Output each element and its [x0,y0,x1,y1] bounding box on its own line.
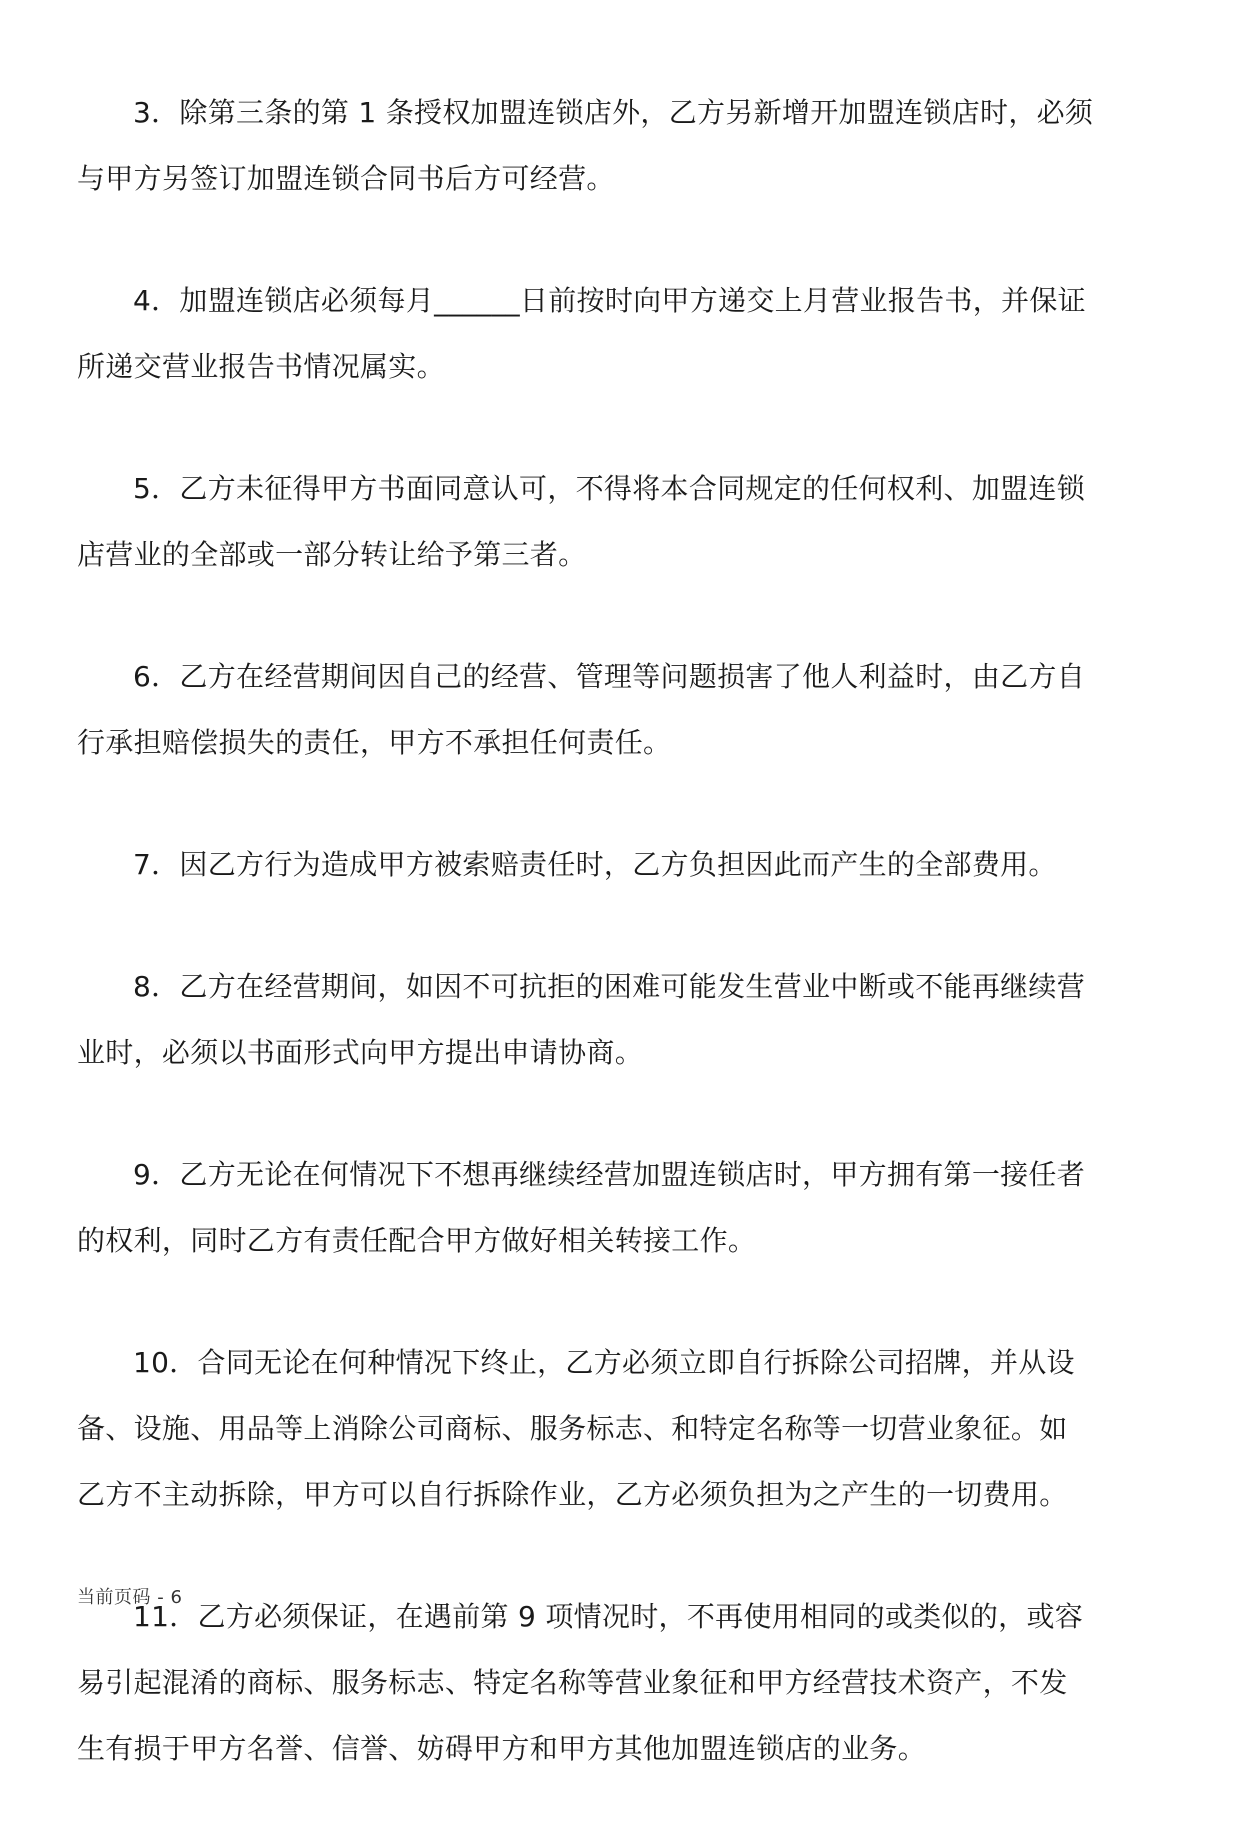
paragraph-line: 易引起混淆的商标、服务标志、特定名称等营业象征和甲方经营技术资产，不发 [77,1666,1068,1699]
paragraph-5 [77,456,1167,588]
paragraph-line: 行承担赔偿损失的责任，甲方不承担任何责任。 [77,726,672,759]
paragraph-line: 乙方不主动拆除，甲方可以自行拆除作业，乙方必须负担为之产生的一切费用。 [77,1478,1068,1511]
paragraph-line: 7．因乙方行为造成甲方被索赔责任时，乙方负担因此而产生的全部费用。 [133,848,1057,881]
paragraph-3 [77,80,1167,212]
paragraph-11 [77,1584,1167,1782]
paragraph-line: 与甲方另签订加盟连锁合同书后方可经营。 [77,162,615,195]
paragraph-line: 业时，必须以书面形式向甲方提出申请协商。 [77,1036,644,1069]
document-body [77,80,1167,1838]
paragraph-4 [77,268,1167,400]
paragraph-line: 8．乙方在经营期间，如因不可抗拒的困难可能发生营业中断或不能再继续营 [133,970,1086,1003]
paragraph-line: 6．乙方在经营期间因自己的经营、管理等问题损害了他人利益时，由乙方自 [133,660,1086,693]
paragraph-line: 5．乙方未征得甲方书面同意认可，不得将本合同规定的任何权利、加盟连锁 [133,472,1086,505]
paragraph-line: 生有损于甲方名誉、信誉、妨碍甲方和甲方其他加盟连锁店的业务。 [77,1732,927,1765]
paragraph-9 [77,1142,1167,1274]
paragraph-line: 所递交营业报告书情况属实。 [77,350,445,383]
paragraph-7 [77,832,1167,898]
paragraph-line: 3．除第三条的第 1 条授权加盟连锁店外，乙方另新增开加盟连锁店时，必须 [133,96,1094,129]
paragraph-10 [77,1330,1167,1528]
paragraph-line: 4．加盟连锁店必须每月______日前按时向甲方递交上月营业报告书，并保证 [133,284,1086,317]
paragraph-line: 11．乙方必须保证，在遇前第 9 项情况时，不再使用相同的或类似的，或容 [133,1600,1084,1633]
paragraph-line: 店营业的全部或一部分转让给予第三者。 [77,538,587,571]
paragraph-6 [77,644,1167,776]
paragraph-line: 的权利，同时乙方有责任配合甲方做好相关转接工作。 [77,1224,757,1257]
paragraph-line: 10．合同无论在何种情况下终止，乙方必须立即自行拆除公司招牌，并从设 [133,1346,1075,1379]
paragraph-line: 备、设施、用品等上消除公司商标、服务标志、和特定名称等一切营业象征。如 [77,1412,1068,1445]
paragraph-8 [77,954,1167,1086]
page-number-footer: 当前页码 - 6 [77,1587,183,1608]
paragraph-line: 9．乙方无论在何情况下不想再继续经营加盟连锁店时，甲方拥有第一接任者 [133,1158,1086,1191]
